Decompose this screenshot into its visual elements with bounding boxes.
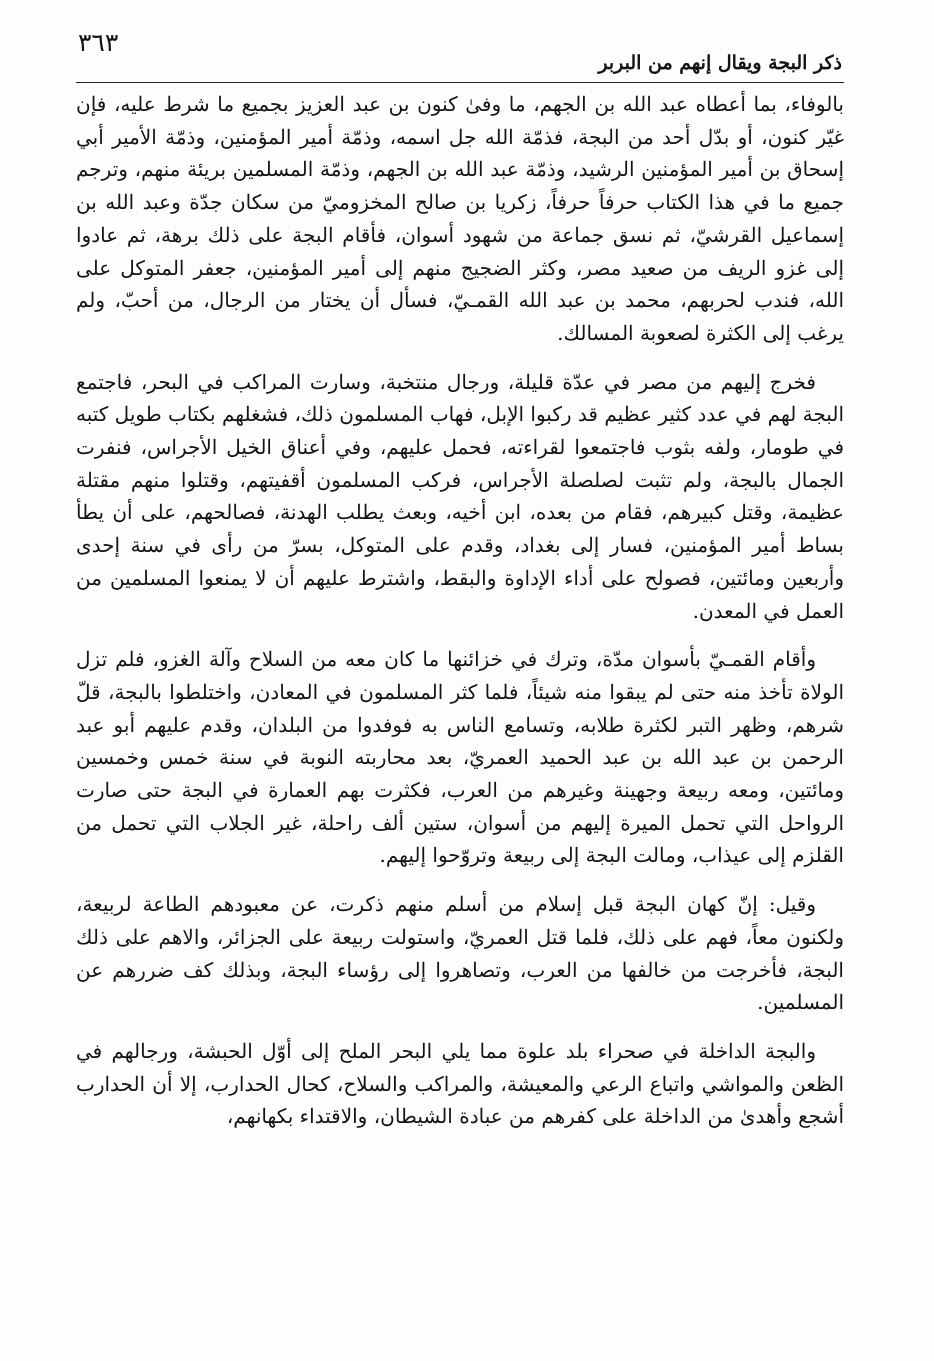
header-rule xyxy=(76,82,844,83)
running-head: ذكر البجة ويقال إنهم من البربر xyxy=(598,52,842,74)
paragraph-3: وأقام القمـيّ بأسوان مدّة، وترك في خزائنها ما كان معه من السلاح وآلة الغزو، فلم تزل الولاة تأخذ منه حتى لم يبقوا منه شيئاً، فلما كثر المسلمون في المعادن، واختلطوا بالبجة، قلّ شرهم، وظهر التبر لكثرة طلابه، وتسامع الناس به فوفدوا من البلدان، وقدم عليهم أبو عبد الرحمن بن عبد الله بن عبد الحميد العمريّ، بعد محاربته النوبة في سنة خمس وخمسين ومائتين، ومعه ربيعة وجهينة وغيرهم من العرب، فكثرت بهم العمارة في البجة حتى صارت الرواحل التي تحمل الميرة إليهم من أسوان، ستين ألف راحلة، غير الجلاب التي تحمل من القلزم إلى عيذاب، ومالت البجة إلى ربيعة وتروّحوا إليهم. xyxy=(76,647,844,868)
paragraph-5: والبجة الداخلة في صحراء بلد علوة مما يلي البحر الملح إلى أوّل الحبشة، ورجالهم في الظعن والمواشي واتباع الرعي والمعيشة، والمراكب والسلاح، كحال الحدارب، إلا أن الحدارب أشجع وأهدىٰ من الداخلة على كفرهم من عبادة الشيطان، والاقتداء بكهانهم، xyxy=(76,1038,844,1129)
body-text xyxy=(76,88,844,1133)
paragraph-4: وقيل: إنّ كهان البجة قبل إسلام من أسلم منهم ذكرت، عن معبودهم الطاعة لربيعة، ولكنون معاً، فهم على ذلك، فلما قتل العمريّ، واستولت ربيعة على الجزائر، والاهم على ذلك البجة، فأخرجت من خالفها من العرب، وتصاهروا إلى رؤساء البجة، وبذلك كف ضررهم عن المسلمين. xyxy=(76,892,844,1015)
paragraph-1: بالوفاء، بما أعطاه عبد الله بن الجهم، ما وفىٰ كنون بن عبد العزيز بجميع ما شرط عليه، فإن غيّر كنون، أو بدّل أحد من البجة، فذمّة الله جل اسمه، وذمّة أمير المؤمنين، وذمّة الأمير أبي إسحاق بن أمير المؤمنين الرشيد، وذمّة عبد الله بن الجهم، وذمّة المسلمين بريئة منهم، وترجم جميع ما في هذا الكتاب حرفاً حرفاً، زكريا بن صالح المخزوميّ من سكان جدّة وعبد الله بن إسماعيل القرشيّ، ثم نسق جماعة من شهود أسوان، فأقام البجة على ذلك برهة، ثم عادوا إلى غزو الريف من صعيد مصر، وكثر الضجيج منهم إلى أمير المؤمنين، جعفر المتوكل على الله، فندب لحربهم، محمد بن عبد الله القمـيّ، فسأل أن يختار من الرجال، من أحبّ، ولم يرغب إلى الكثرة لصعوبة المسالك. xyxy=(76,92,844,345)
page-number: ٣٦٣ xyxy=(78,28,119,57)
paragraph-2: فخرج إليهم من مصر في عدّة قليلة، ورجال منتخبة، وسارت المراكب في البحر، فاجتمع البجة لهم في عدد كثير عظيم قد ركبوا الإبل، فهاب المسلمون ذلك، فشغلهم بكتاب طويل كتبه في طومار، ولفه بثوب فاجتمعوا لقراءته، فحمل عليهم، وفي أعناق الخيل الأجراس، فنفرت الجمال بالبجة، ولم تثبت لصلصلة الأجراس، فركب المسلمون أقفيتهم، وقتلوا منهم مقتلة عظيمة، وقتل كبيرهم، فقام من بعده، ابن أخيه، وبعث يطلب الهدنة، فصالحهم، على أن يطأ بساط أمير المؤمنين، فسار إلى بغداد، وقدم على المتوكل، بسرّ من رأى في سنة إحدى وأربعين ومائتين، فصولح على أداء الإداوة والبقط، واشترط عليهم أن لا يمنعوا المسلمين من العمل في المعدن. xyxy=(76,369,844,623)
